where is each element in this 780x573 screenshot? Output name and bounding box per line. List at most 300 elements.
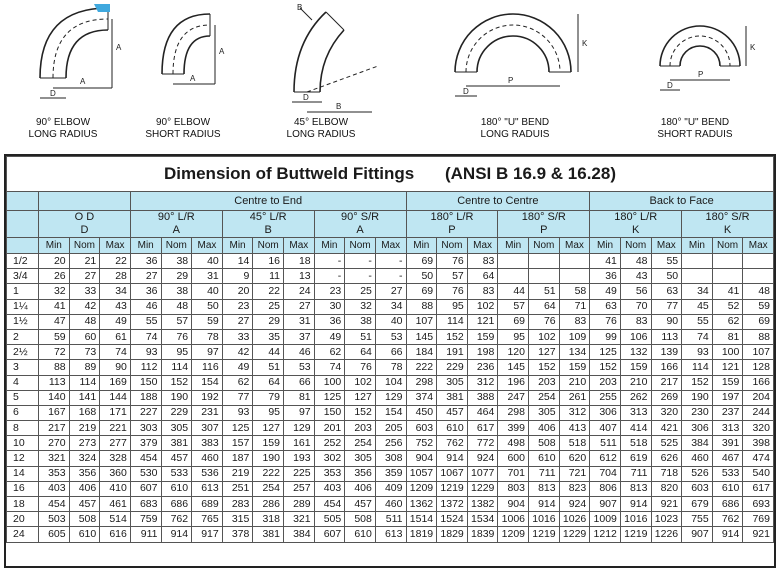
table-cell: 114 [69,375,100,390]
table-cell: 139 [651,345,682,360]
size-cell: 1¼ [7,299,39,314]
table-cell: 55 [651,254,682,269]
table-cell: 166 [651,360,682,375]
table-cell: 413 [559,421,590,436]
table-cell: 79 [253,390,284,405]
table-cell: 88 [743,329,774,344]
table-standard: (ANSI B 16.9 & 16.28) [444,164,616,183]
table-cell: 210 [620,375,651,390]
table-cell: 63 [651,284,682,299]
table-cell: 81 [712,329,743,344]
table-cell: - [375,269,406,284]
table-cell: 46 [130,299,161,314]
table-cell: 607 [130,481,161,496]
table-cell [712,254,743,269]
column-header-nom: Nom [437,238,468,254]
table-cell: 1514 [406,512,437,527]
table-cell: 60 [69,329,100,344]
table-cell: 1219 [529,527,560,542]
table-cell: 403 [39,481,70,496]
table-title-row [7,157,774,192]
table-cell: 518 [559,436,590,451]
size-cell: 20 [7,512,39,527]
table-row [7,375,774,390]
size-cell: 1½ [7,314,39,329]
table-row [7,451,774,466]
table-cell: 48 [743,284,774,299]
table-cell: 145 [498,360,529,375]
table-cell: 227 [130,405,161,420]
diagram-label: D [667,81,673,90]
table-cell: 289 [284,497,315,512]
table-cell: 127 [529,345,560,360]
table-cell: 197 [712,390,743,405]
table-cell: 152 [529,360,560,375]
table-cell: 315 [222,512,253,527]
table-cell: 1067 [437,466,468,481]
table-cell: 236 [467,360,498,375]
table-row [7,497,774,512]
table-cell: 21 [69,254,100,269]
table-cell: 69 [406,254,437,269]
table-cell: 286 [253,497,284,512]
table-cell: 619 [620,451,651,466]
caption-line: SHORT RADUIS [657,129,733,140]
table-cell: 600 [498,451,529,466]
table-cell: 1839 [467,527,498,542]
size-cell: 18 [7,497,39,512]
table-cell: - [345,269,376,284]
diagram-label: D [303,93,309,102]
table-cell: 166 [743,375,774,390]
table-cell: 76 [529,314,560,329]
table-cell: 127 [345,390,376,405]
table-cell: 41 [712,284,743,299]
table-cell: 27 [69,269,100,284]
table-cell: 270 [39,436,70,451]
table-cell: 613 [375,527,406,542]
table-cell: 257 [284,481,315,496]
table-cell: 31 [192,269,223,284]
table-cell: 41 [590,254,621,269]
size-cell: 2½ [7,345,39,360]
table-cell: 603 [406,421,437,436]
table-cell: 353 [39,466,70,481]
table-cell: 20 [39,254,70,269]
table-cell: 217 [651,375,682,390]
caption-line: LONG RADIUS [286,129,356,140]
table-cell: 51 [253,360,284,375]
table-cell: 97 [192,345,223,360]
table-cell: 62 [314,345,345,360]
table-cell: 460 [682,451,713,466]
table-cell: 53 [284,360,315,375]
table-cell: 34 [682,284,713,299]
table-cell: 83 [559,314,590,329]
table-cell: 159 [253,436,284,451]
column-header-max: Max [467,238,498,254]
table-cell: 36 [590,269,621,284]
diagram-label: D [463,87,469,96]
column-header-min: Min [406,238,437,254]
table-cell: 99 [590,329,621,344]
table-row [7,436,774,451]
table-cell: 298 [498,405,529,420]
table-cell: 1209 [406,481,437,496]
table-cell: 689 [192,497,223,512]
table-cell: 41 [39,299,70,314]
table-cell: 23 [222,299,253,314]
table-cell: 78 [192,329,223,344]
table-cell: 914 [437,451,468,466]
dimension-table-frame [4,154,776,568]
table-cell: 104 [375,375,406,390]
table-cell: 109 [559,329,590,344]
table-cell: 102 [467,299,498,314]
table-cell: 140 [39,390,70,405]
table-cell: 38 [161,254,192,269]
table-cell: 384 [284,527,315,542]
table-cell: 503 [39,512,70,527]
table-cell: 125 [314,390,345,405]
table-cell: 95 [161,345,192,360]
table-cell: 359 [375,466,406,481]
table-cell: 219 [222,466,253,481]
size-cell: 1 [7,284,39,299]
table-cell: 904 [498,497,529,512]
table-cell: 171 [100,405,131,420]
table-cell: 803 [498,481,529,496]
table-cell: 51 [529,284,560,299]
table-cell: 77 [651,299,682,314]
caption-u-bend-180-long-radius [460,117,570,141]
column-header-min: Min [682,238,713,254]
table-cell: 679 [682,497,713,512]
table-cell: 90 [651,314,682,329]
table-cell: 13 [284,269,315,284]
table-cell: 83 [467,284,498,299]
size-cell: 1/2 [7,254,39,269]
table-cell: 1016 [529,512,560,527]
table-cell: 617 [467,421,498,436]
table-cell: 42 [222,345,253,360]
table-cell: 686 [161,497,192,512]
table-cell: 769 [743,512,774,527]
group-back-to-face: Back to Face [590,192,774,211]
table-cell: 56 [620,284,651,299]
table-cell: 759 [130,512,161,527]
table-cell: 76 [345,360,376,375]
caption-elbow-90-long-radius [18,117,108,141]
table-cell: 74 [130,329,161,344]
table-cell: 100 [314,375,345,390]
table-cell: 307 [192,421,223,436]
table-cell: 46 [284,345,315,360]
table-row [7,269,774,284]
table-cell: 129 [284,421,315,436]
table-cell: 221 [100,421,131,436]
table-cell: 90 [100,360,131,375]
table-cell: 222 [406,360,437,375]
table-cell: 617 [743,481,774,496]
table-cell: 125 [222,421,253,436]
table-cell: 219 [69,421,100,436]
caption-line: SHORT RADIUS [145,129,221,140]
table-cell: 72 [39,345,70,360]
table-cell: 34 [375,299,406,314]
group-centre-to-centre: Centre to Centre [406,192,590,211]
table-cell: 1226 [651,527,682,542]
table-cell: 27 [222,314,253,329]
table-cell: 247 [498,390,529,405]
table-cell: 704 [590,466,621,481]
table-cell: 1819 [406,527,437,542]
table-cell: 1219 [437,481,468,496]
table-cell: 256 [375,436,406,451]
table-cell: 616 [100,527,131,542]
table-cell: 508 [345,512,376,527]
column-header-max: Max [651,238,682,254]
table-cell: 820 [651,481,682,496]
table-cell: 97 [284,405,315,420]
table-cell: 536 [192,466,223,481]
table-cell: 328 [100,451,131,466]
table-cell: 313 [712,421,743,436]
table-cell: 201 [314,421,345,436]
table-cell: 321 [39,451,70,466]
column-header-nom: Nom [620,238,651,254]
table-cell: 533 [712,466,743,481]
table-cell: 93 [682,345,713,360]
table-cell: 161 [284,436,315,451]
subheader-od: O D D [39,211,131,238]
size-cell: 16 [7,481,39,496]
table-cell: 305 [437,375,468,390]
size-cell: 2 [7,329,39,344]
table-cell: 924 [559,497,590,512]
table-cell: 403 [314,481,345,496]
table-cell: 474 [743,451,774,466]
table-cell: 508 [69,512,100,527]
table-cell: 141 [69,390,100,405]
table-cell: 88 [39,360,70,375]
table-cell: 30 [314,299,345,314]
table-cell: 305 [529,405,560,420]
table-row [7,299,774,314]
subheader-90-lr: 90° L/R A [130,211,222,238]
table-cell: 29 [253,314,284,329]
table-cell: 154 [192,375,223,390]
table-cell: 813 [620,481,651,496]
table-cell: 50 [651,269,682,284]
table-cell: 718 [651,466,682,481]
table-cell: 107 [406,314,437,329]
table-cell: 27 [130,269,161,284]
table-cell: 914 [529,497,560,512]
table-cell: 772 [467,436,498,451]
table-cell: 306 [590,405,621,420]
table-cell: 121 [467,314,498,329]
table-cell: 38 [345,314,376,329]
subheader-45-lr: 45° L/R B [222,211,314,238]
column-header-min: Min [130,238,161,254]
table-cell: 460 [375,497,406,512]
table-cell: 261 [559,390,590,405]
table-cell: 63 [590,299,621,314]
table-cell: 203 [529,375,560,390]
table-cell: 399 [498,421,529,436]
table-cell: 190 [682,390,713,405]
table-cell: 1212 [590,527,621,542]
table-cell: 40 [375,314,406,329]
table-cell: 911 [130,527,161,542]
table-title: Dimension of Buttweld Fittings [163,164,415,183]
table-cell: 62 [712,314,743,329]
table-cell: 20 [222,284,253,299]
caption-line: 90° ELBOW [35,117,91,128]
table-cell: 762 [161,512,192,527]
column-header-min: Min [590,238,621,254]
table-cell: 88 [406,299,437,314]
table-cell: 49 [222,360,253,375]
table-cell: 114 [161,360,192,375]
table-cell: 49 [590,284,621,299]
table-cell: 312 [467,375,498,390]
table-cell: 157 [222,436,253,451]
diagram-label: A [219,47,225,56]
table-cell: 762 [437,436,468,451]
table-cell: 318 [253,512,284,527]
table-cell: 914 [712,527,743,542]
table-cell: 1057 [406,466,437,481]
table-cell: 128 [743,360,774,375]
table-cell: 1006 [498,512,529,527]
table-cell: 921 [651,497,682,512]
table-cell: 254 [253,481,284,496]
table-cell [529,269,560,284]
table-cell: 1524 [437,512,468,527]
table-cell: 167 [39,405,70,420]
table-cell: 1362 [406,497,437,512]
table-cell: 924 [467,451,498,466]
subheader-180-lr-k: 180° L/R K [590,211,682,238]
table-cell: 205 [375,421,406,436]
table-cell: 127 [253,421,284,436]
column-header-nom: Nom [345,238,376,254]
table-cell: 18 [284,254,315,269]
table-cell: 683 [130,497,161,512]
table-cell: 53 [375,329,406,344]
table-cell: 378 [222,527,253,542]
table-cell: 50 [406,269,437,284]
u-bend-180-long-radius-drawing [455,14,578,96]
table-cell: 129 [375,390,406,405]
table-cell: 204 [743,390,774,405]
table-cell: 620 [559,451,590,466]
table-cell: 33 [222,329,253,344]
table-cell: 823 [559,481,590,496]
table-row [7,481,774,496]
table-cell: 610 [529,451,560,466]
table-cell: 237 [712,405,743,420]
table-cell: 1534 [467,512,498,527]
caption-elbow-90-short-radius [138,117,228,141]
diagram-label: P [508,76,514,85]
column-header-nom: Nom [712,238,743,254]
table-cell: 64 [253,375,284,390]
table-cell: 64 [345,345,376,360]
table-cell: 76 [437,284,468,299]
table-cell: 114 [437,314,468,329]
table-cell: 32 [345,299,376,314]
diagram-label: A [190,74,196,83]
table-cell: 230 [682,405,713,420]
table-cell: 203 [345,421,376,436]
table-cell: 762 [712,512,743,527]
table-row [7,390,774,405]
table-cell: 66 [375,345,406,360]
column-header-max: Max [743,238,774,254]
elbow-90-short-radius-drawing [162,14,215,84]
table-cell: 225 [284,466,315,481]
table-row [7,345,774,360]
table-cell: 159 [559,360,590,375]
group-header-row [7,192,774,211]
table-cell: 277 [100,436,131,451]
table-cell: 31 [284,314,315,329]
table-cell: 48 [69,314,100,329]
table-cell: 152 [682,375,713,390]
column-header-max: Max [375,238,406,254]
table-cell: 312 [559,405,590,420]
table-cell: 169 [100,375,131,390]
table-cell: 229 [161,405,192,420]
table-cell: 303 [130,421,161,436]
table-cell: 454 [39,497,70,512]
table-cell: 76 [161,329,192,344]
table-cell: 43 [620,269,651,284]
table-cell: 1077 [467,466,498,481]
table-cell: 254 [345,436,376,451]
table-cell: 917 [192,527,223,542]
table-cell: 132 [620,345,651,360]
dimension-table [6,156,774,543]
table-row [7,421,774,436]
table-cell: 77 [222,390,253,405]
table-row [7,314,774,329]
table-cell: 64 [529,299,560,314]
column-header-nom: Nom [69,238,100,254]
table-cell: 102 [529,329,560,344]
table-cell: 1229 [467,481,498,496]
table-row [7,512,774,527]
size-header-blank [7,238,39,254]
subheader-90-sr: 90° S/R A [314,211,406,238]
table-cell: 210 [559,375,590,390]
table-cell: 1023 [651,512,682,527]
table-cell: 379 [130,436,161,451]
size-cell: 3 [7,360,39,375]
table-cell: 626 [651,451,682,466]
table-row [7,254,774,269]
table-cell: 76 [590,314,621,329]
table-cell: 450 [406,405,437,420]
column-header-nom: Nom [161,238,192,254]
table-cell: 57 [161,314,192,329]
table-cell: 530 [130,466,161,481]
table-cell: 102 [345,375,376,390]
table-cell: 57 [437,269,468,284]
